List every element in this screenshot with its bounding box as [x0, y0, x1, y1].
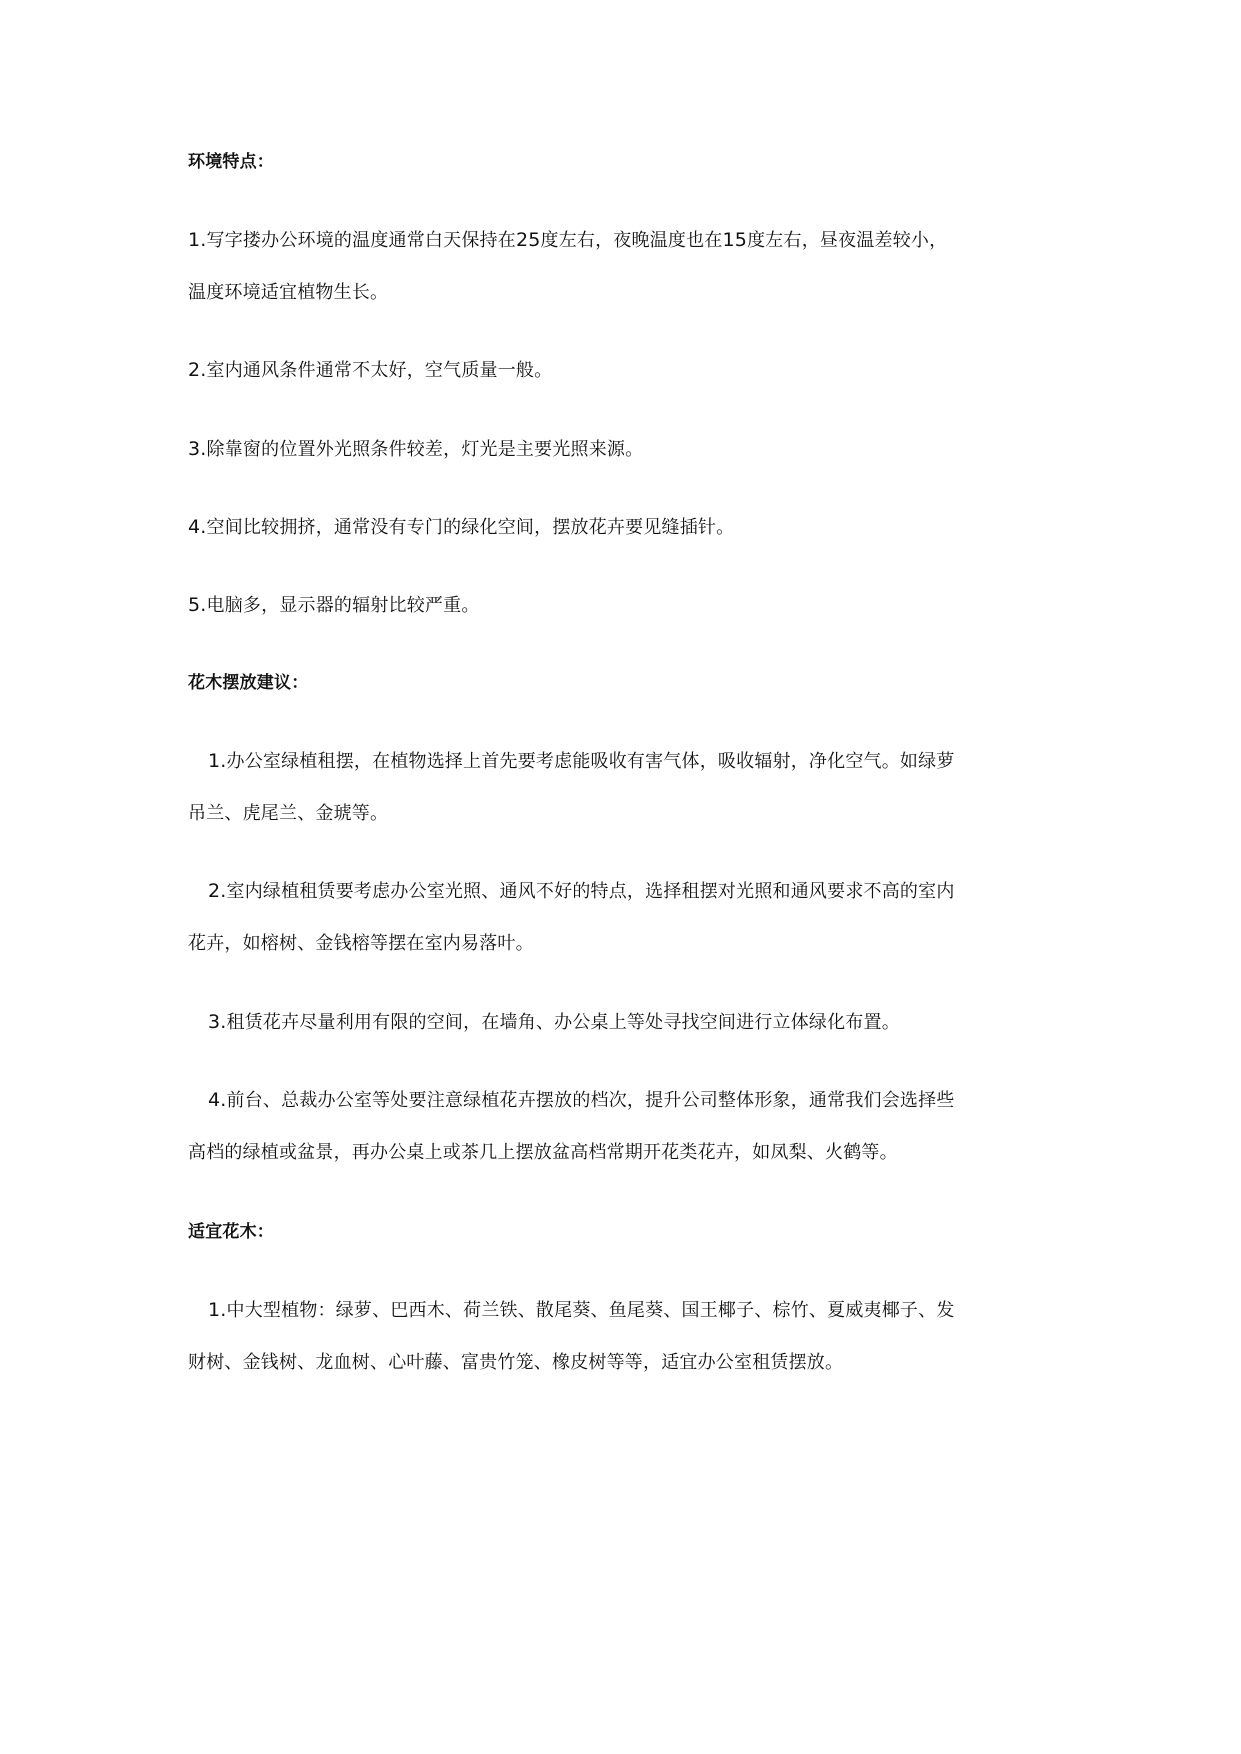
- env-item-2-text: 室内通风条件通常不太好，空气质量一般。: [206, 360, 553, 381]
- advice-item-1-number: 1.: [208, 750, 227, 772]
- env-item-4: [188, 515, 734, 540]
- env-item-3-number: 3.: [188, 438, 207, 460]
- advice-item-1-text: 办公室绿植租摆，在植物选择上首先要考虑能吸收有害气体，吸收辐射，净化空气。如绿萝: [226, 751, 955, 772]
- advice-item-3: [208, 1010, 900, 1035]
- env-item-1-value-night: 15: [722, 229, 748, 251]
- advice-item-4-line-1: [208, 1088, 955, 1113]
- env-item-1-value-day: 25: [515, 229, 541, 251]
- advice-item-4-text: 前台、总裁办公室等处要注意绿植花卉摆放的档次，提升公司整体形象，通常我们会选择些: [226, 1090, 955, 1111]
- advice-item-2-line-2: 花卉，如榕树、金钱榕等摆在室内易落叶。: [188, 933, 534, 954]
- env-item-4-text: 空间比较拥挤，通常没有专门的绿化空间，摆放花卉要见缝插针。: [206, 517, 735, 538]
- env-item-4-number: 4.: [188, 516, 207, 538]
- env-item-1-line-2: 温度环境适宜植物生长。: [188, 282, 389, 303]
- env-item-2-number: 2.: [188, 359, 207, 381]
- section-heading-plants: 适宜花木：: [188, 1222, 274, 1242]
- env-item-1-text-c: 度左右，昼夜温差较小，: [747, 230, 948, 251]
- env-item-1-text-a: 写字搂办公环境的温度通常白天保持在: [206, 230, 516, 251]
- env-item-5: [188, 593, 480, 618]
- env-item-5-text: 电脑多，显示器的辐射比较严重。: [206, 595, 480, 616]
- advice-item-4-line-2: 高档的绿植或盆景，再办公桌上或茶几上摆放盆高档常期开花类花卉，如凤梨、火鹤等。: [188, 1142, 898, 1163]
- advice-item-2-line-1: [208, 879, 955, 904]
- advice-item-3-number: 3.: [208, 1011, 227, 1033]
- advice-item-1-line-2: 吊兰、虎尾兰、金琥等。: [188, 803, 389, 824]
- plants-item-1-line-2: 财树、金钱树、龙血树、心叶藤、富贵竹笼、橡皮树等等，适宜办公室租赁摆放。: [188, 1352, 844, 1373]
- advice-item-3-text: 租赁花卉尽量利用有限的空间，在墙角、办公桌上等处寻找空间进行立体绿化布置。: [226, 1012, 900, 1033]
- plants-item-1-number: 1.: [208, 1299, 227, 1321]
- env-item-5-number: 5.: [188, 594, 207, 616]
- advice-item-4-number: 4.: [208, 1089, 227, 1111]
- section-heading-environment: 环境特点：: [188, 152, 274, 172]
- plants-item-1-text: 中大型植物：绿萝、巴西木、荷兰铁、散尾葵、鱼尾葵、国王椰子、棕竹、夏威夷椰子、发: [226, 1300, 955, 1321]
- env-item-1-number: 1.: [188, 229, 207, 251]
- env-item-1-text-b: 度左右，夜晚温度也在: [540, 230, 723, 251]
- env-item-3: [188, 437, 643, 462]
- section-heading-advice: 花木摆放建议：: [188, 673, 309, 693]
- advice-item-2-text: 室内绿植租赁要考虑办公室光照、通风不好的特点，选择租摆对光照和通风要求不高的室内: [226, 881, 955, 902]
- advice-item-2-number: 2.: [208, 880, 227, 902]
- advice-item-1-line-1: [208, 749, 955, 774]
- env-item-1-line-1: [188, 228, 947, 253]
- plants-item-1-line-1: [208, 1298, 955, 1323]
- env-item-2: [188, 358, 552, 383]
- env-item-3-text: 除靠窗的位置外光照条件较差，灯光是主要光照来源。: [206, 439, 644, 460]
